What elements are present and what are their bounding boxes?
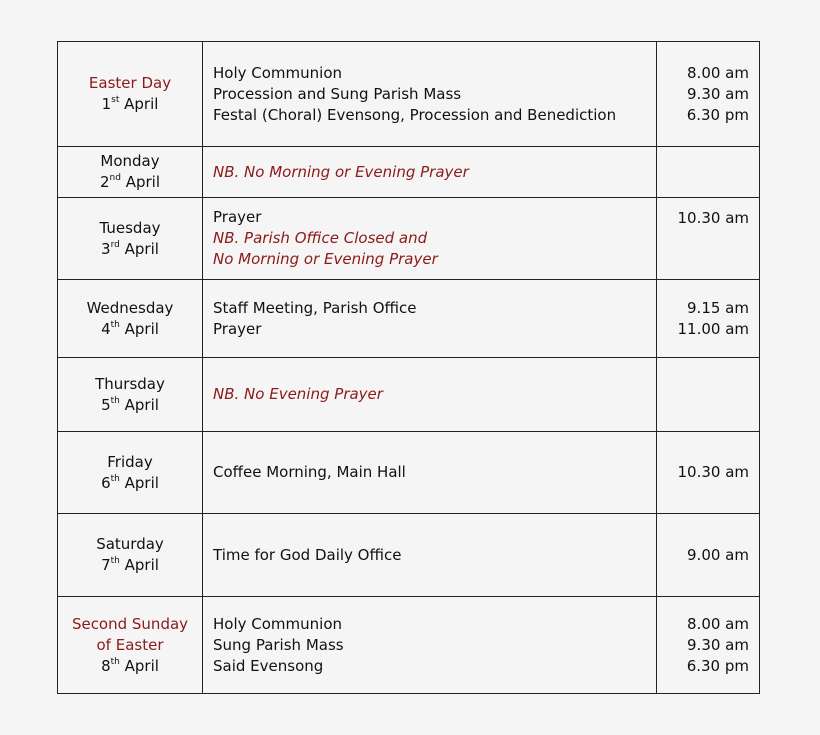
events-cell: [203, 597, 657, 694]
schedule-row: [58, 358, 760, 432]
event-time: 8.00 am: [687, 614, 749, 633]
day-cell: [58, 432, 203, 514]
notice-text: NB. Parish Office Closed and: [213, 229, 428, 247]
events-cell: [203, 42, 657, 147]
times-cell: [657, 198, 760, 280]
event-time: 10.30 am: [677, 209, 749, 227]
date: 4th April: [101, 319, 159, 338]
event-time: 9.30 am: [687, 84, 749, 103]
times-cell: [657, 514, 760, 597]
event-item: Sung Parish Mass: [213, 635, 344, 654]
event-item: Procession and Sung Parish Mass: [213, 84, 462, 103]
times-cell: [657, 147, 760, 198]
event-time: 11.00 am: [677, 319, 749, 338]
service-schedule-table: [57, 41, 760, 694]
times-cell: [657, 358, 760, 432]
times-cell: [657, 597, 760, 694]
events-cell: [203, 358, 657, 432]
events-cell: [203, 280, 657, 358]
event-item: Said Evensong: [213, 656, 324, 675]
event-time: 6.30 pm: [686, 656, 749, 675]
day-name: Second Sunday: [71, 614, 189, 633]
date: 1st April: [101, 95, 159, 113]
event-time: 9.00 am: [687, 545, 749, 564]
day-name: Tuesday: [99, 218, 161, 237]
day-name: Wednesday: [86, 298, 174, 317]
date: 6th April: [101, 473, 159, 492]
date: 3rd April: [101, 239, 159, 258]
date: 8th April: [101, 656, 159, 675]
day-cell: [58, 514, 203, 597]
notice-text: NB. No Evening Prayer: [213, 385, 383, 403]
day-name: Thursday: [95, 374, 165, 393]
day-cell: [58, 147, 203, 198]
day-name: Friday: [107, 452, 153, 471]
day-cell: [58, 358, 203, 432]
events-cell: [203, 147, 657, 198]
event-item: Time for God Daily Office: [213, 545, 402, 564]
day-name: Monday: [100, 152, 160, 170]
event-time: 10.30 am: [677, 463, 749, 481]
event-item: Coffee Morning, Main Hall: [213, 463, 406, 481]
event-item: Festal (Choral) Evensong, Procession and Benediction: [213, 105, 617, 124]
schedule-row: [58, 198, 760, 280]
date: 7th April: [101, 556, 159, 574]
event-item: Prayer: [213, 208, 262, 226]
day-name: of Easter: [96, 635, 164, 654]
event-item: Staff Meeting, Parish Office: [213, 298, 417, 317]
day-cell: [58, 280, 203, 358]
event-item: Prayer: [213, 319, 262, 338]
events-cell: [203, 514, 657, 597]
event-time: 9.15 am: [687, 298, 749, 317]
event-time: 6.30 pm: [686, 105, 749, 124]
schedule-row: [58, 514, 760, 597]
events-cell: [203, 198, 657, 280]
day-cell: [58, 198, 203, 280]
date: 2nd April: [99, 173, 161, 191]
day-name: Easter Day: [88, 74, 172, 92]
times-cell: [657, 280, 760, 358]
schedule-row: [58, 280, 760, 358]
schedule-row: [58, 42, 760, 147]
notice-text: No Morning or Evening Prayer: [213, 250, 438, 268]
schedule-row: [58, 432, 760, 514]
events-cell: [203, 432, 657, 514]
event-item: Holy Communion: [213, 614, 343, 633]
event-time: 9.30 am: [687, 635, 749, 654]
schedule-row: [58, 597, 760, 694]
day-cell: [58, 597, 203, 694]
date: 5th April: [101, 395, 159, 414]
notice-text: NB. No Morning or Evening Prayer: [213, 162, 469, 181]
day-name: Saturday: [96, 535, 164, 553]
day-cell: [58, 42, 203, 147]
times-cell: [657, 42, 760, 147]
event-item: Holy Communion: [213, 63, 343, 82]
event-time: 8.00 am: [687, 63, 749, 82]
times-cell: [657, 432, 760, 514]
schedule-row: [58, 147, 760, 198]
